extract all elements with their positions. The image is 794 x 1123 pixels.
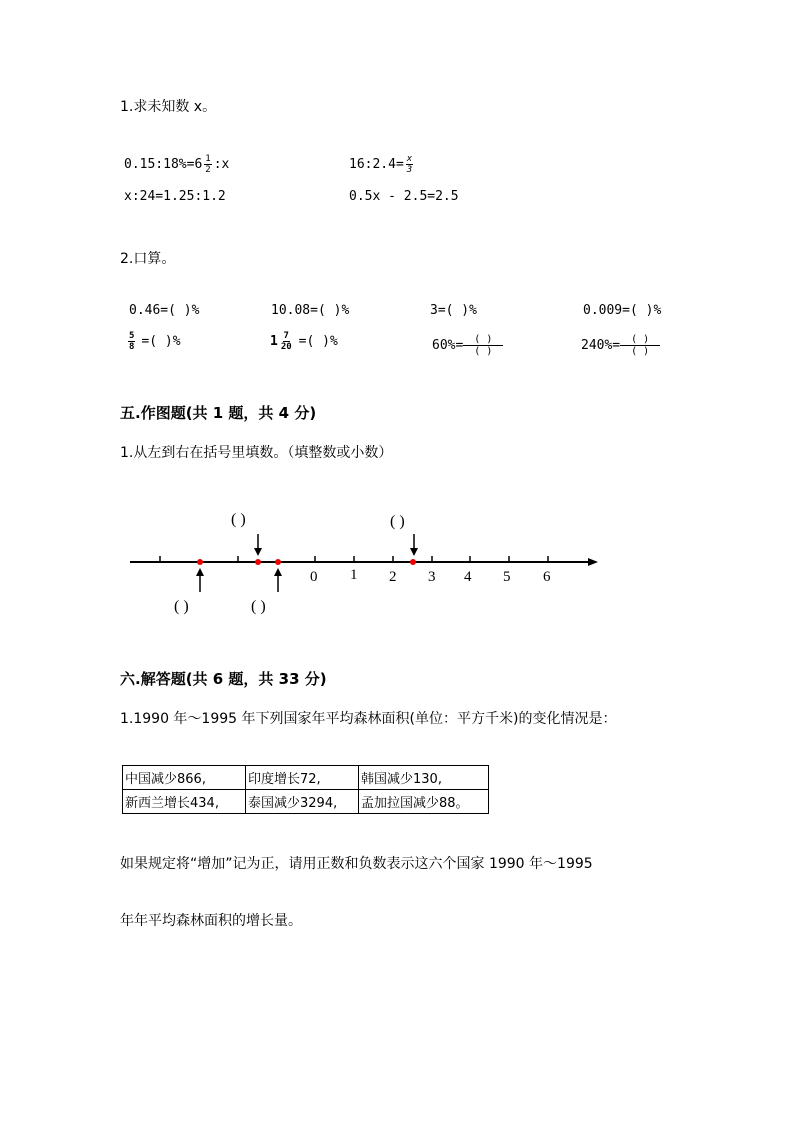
answer-paren-bottom-1[interactable]: ( ) xyxy=(174,598,189,615)
number-line-label-2: 2 xyxy=(389,569,397,585)
number-line-label-4: 4 xyxy=(464,569,472,585)
table-cell: 新西兰增长434, xyxy=(123,790,246,814)
eq2-fraction: $\frac{x}{3}$ xyxy=(406,154,413,175)
section-6-question-1: 1.1990 年～1995 年下列国家年平均森林面积(单位：平方千米)的变化情况是： xyxy=(120,711,617,727)
eq1-fraction: $\frac{1}{2}$ xyxy=(205,154,211,175)
table-cell: 韩国减少130, xyxy=(359,766,489,790)
table-cell: 中国减少866, xyxy=(123,766,246,790)
equation-2 xyxy=(349,154,415,175)
calc-4: 0.009=( )% xyxy=(583,303,662,318)
point-marker xyxy=(255,559,261,565)
number-line-label-5: 5 xyxy=(503,569,511,585)
forest-change-table xyxy=(122,765,489,814)
answer-paren-top-1[interactable]: ( ) xyxy=(231,511,246,528)
table-cell: 泰国减少3294, xyxy=(246,790,359,814)
answer-paren-top-2[interactable]: ( ) xyxy=(390,513,405,530)
section-6-text-line-2: 年年平均森林面积的增长量。 xyxy=(120,913,302,929)
number-line-arrowhead xyxy=(588,558,598,566)
table-cell: 孟加拉国减少88。 xyxy=(359,790,489,814)
point-marker xyxy=(275,559,281,565)
calc-5: $\frac{5}{8}$ =( )% xyxy=(129,331,181,352)
number-line-label-1: 1 xyxy=(350,567,358,583)
calc-7-blank-fraction: $\frac{( )}{( )}$ xyxy=(463,334,503,357)
point-marker xyxy=(197,559,203,565)
equation-1 xyxy=(124,154,229,175)
eq1-suffix: :x xyxy=(213,157,230,172)
point-marker xyxy=(410,559,416,565)
calc-6-mixed-number: 1 $\frac{7}{20}$ xyxy=(270,331,292,352)
answer-paren-bottom-2[interactable]: ( ) xyxy=(251,598,266,615)
number-line-label-6: 6 xyxy=(543,569,551,585)
q2-title: 2.口算。 xyxy=(120,251,176,267)
section-5-heading: 五.作图题(共 1 题，共 4 分) xyxy=(120,404,317,422)
table-row xyxy=(123,790,489,814)
calc-1: 0.46=( )% xyxy=(129,303,200,318)
calc-6: 1 $\frac{7}{20}$ =( )% xyxy=(270,331,338,352)
q1-title: 1.求未知数 x。 xyxy=(120,99,217,115)
calc-3: 3=( )% xyxy=(430,303,477,318)
eq1-prefix: 0.15:18%=6 xyxy=(124,157,203,172)
number-line-label-3: 3 xyxy=(428,569,436,585)
section-5-question-1: 1.从左到右在括号里填数。（填整数或小数） xyxy=(120,445,393,461)
equation-4: 0.5x - 2.5=2.5 xyxy=(349,189,459,204)
calc-7: 60%= $\frac{( )}{( )}$ xyxy=(432,334,503,357)
number-line-label-0: 0 xyxy=(310,569,318,585)
section-6-heading: 六.解答题(共 6 题，共 33 分) xyxy=(120,670,327,688)
calc-5-fraction: $\frac{5}{8}$ xyxy=(129,331,135,352)
section-6-text-line-1: 如果规定将“增加”记为正，请用正数和负数表示这六个国家 1990 年～1995 xyxy=(120,856,593,872)
table-row xyxy=(123,766,489,790)
calc-2: 10.08=( )% xyxy=(271,303,350,318)
calc-8: 240%= $\frac{( )}{( )}$ xyxy=(581,334,660,357)
equation-3: x:24=1.25:1.2 xyxy=(124,189,226,204)
table-cell: 印度增长72, xyxy=(246,766,359,790)
eq2-prefix: 16:2.4= xyxy=(349,157,404,172)
calc-8-blank-fraction: $\frac{( )}{( )}$ xyxy=(620,334,660,357)
